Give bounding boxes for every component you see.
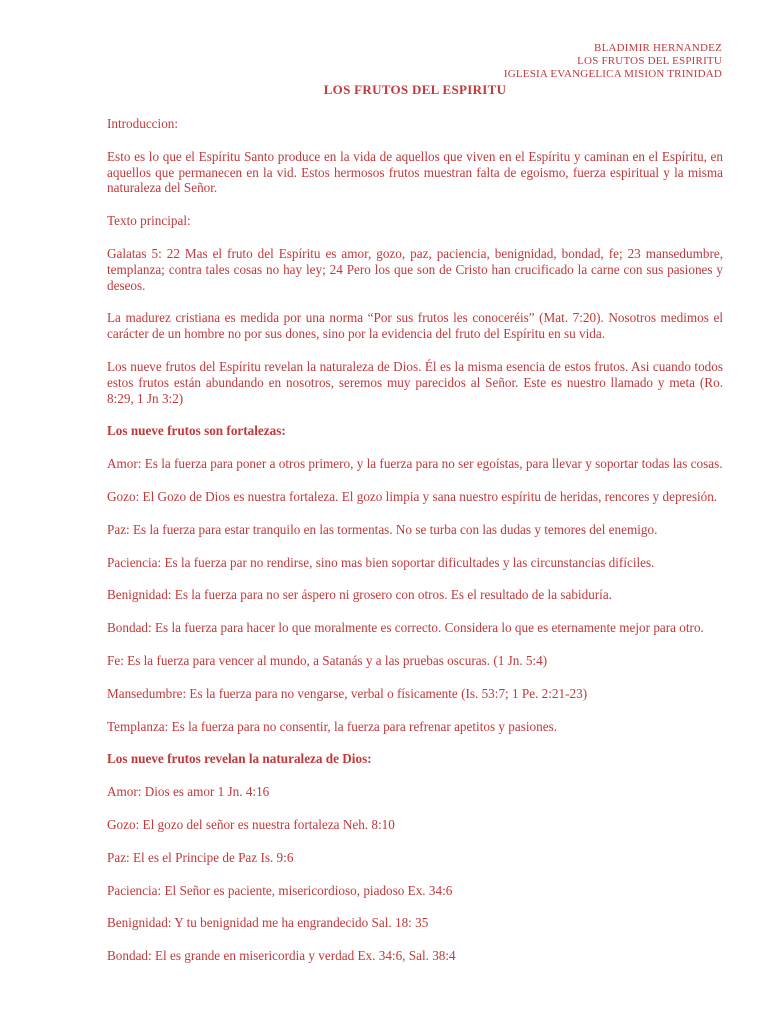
strength-paciencia: Paciencia: Es la fuerza par no rendirse, sino mas bien soportar dificultades y las circunstancias difíciles. — [107, 554, 655, 570]
intro-paragraph: Esto es lo que el Espíritu Santo produce en la vida de aquellos que viven en el Espíritu y caminan en el Espíritu, en aquellos que permanecen en la vid. Estos hermosos frutos muestran falta de egoismo, fuerza espiritual y la misma naturaleza del Señor. — [107, 148, 723, 196]
header-author: BLADIMIR HERNANDEZ — [594, 42, 722, 54]
section-heading-strengths: Los nueve frutos son fortalezas: — [107, 423, 286, 439]
document-header — [504, 42, 722, 81]
strength-mansedumbre: Mansedumbre: Es la fuerza para no vengarse, verbal o físicamente (Is. 53:7; 1 Pe. 2:21-23) — [107, 685, 588, 701]
nature-benignidad: Benignidad: Y tu benignidad me ha engrandecido Sal. 18: 35 — [107, 915, 429, 931]
strength-fe: Fe: Es la fuerza para vencer al mundo, a Satanás y a las pruebas oscuras. (1 Jn. 5:4) — [107, 652, 548, 668]
nature-bondad: Bondad: El es grande en misericordia y verdad Ex. 34:6, Sal. 38:4 — [107, 948, 456, 964]
maturity-paragraph: La madurez cristiana es medida por una norma “Por sus frutos les conoceréis” (Mat. 7:20). Nosotros medimos el carácter de un hombre no por sus dones, sino por la evidencia del fruto del Espíritu en su vida. — [107, 310, 723, 342]
section-heading-nature: Los nueve frutos revelan la naturaleza de Dios: — [107, 751, 372, 767]
document-title: LOS FRUTOS DEL ESPIRITU — [323, 82, 507, 97]
nature-paz: Paz: El es el Principe de Paz Is. 9:6 — [107, 849, 294, 865]
nature-paragraph: Los nueve frutos del Espíritu revelan la naturaleza de Dios. Él es la misma esencia de estos frutos. Asi cuando todos estos frutos están abundando en nosotros, seremos muy parecidos al Señor. Este es nuestro llamado y meta (Ro. 8:29, 1 Jn 3:2) — [107, 358, 723, 406]
nature-amor: Amor: Dios es amor 1 Jn. 4:16 — [107, 784, 270, 800]
strength-templanza: Templanza: Es la fuerza para no consentir, la fuerza para refrenar apetitos y pasiones. — [107, 718, 557, 734]
main-text-heading: Texto principal: — [107, 213, 191, 229]
strength-amor: Amor: Es la fuerza para poner a otros primero, y la fuerza para no ser egoístas, para llevar y soportar todas las cosas. — [107, 456, 723, 472]
strength-paz: Paz: Es la fuerza para estar tranquilo en las tormentas. No se turba con las dudas y temores del enemigo. — [107, 521, 658, 537]
strength-gozo: Gozo: El Gozo de Dios es nuestra fortaleza. El gozo limpia y sana nuestro espíritu de heridas, rencores y depresión. — [107, 488, 718, 504]
nature-paciencia: Paciencia: El Señor es paciente, misericordioso, piadoso Ex. 34:6 — [107, 882, 453, 898]
strength-bondad: Bondad: Es la fuerza para hacer lo que moralmente es correcto. Considera lo que es eternamente mejor para otro. — [107, 620, 704, 636]
header-church: IGLESIA EVANGELICA MISION TRINIDAD — [503, 68, 722, 80]
header-subject: LOS FRUTOS DEL ESPIRITU — [577, 55, 722, 67]
nature-gozo: Gozo: El gozo del señor es nuestra fortaleza Neh. 8:10 — [107, 816, 395, 832]
strength-benignidad: Benignidad: Es la fuerza para no ser áspero ni grosero con otros. Es el resultado de la sabiduría. — [107, 587, 612, 603]
document-body — [107, 116, 723, 981]
scripture-paragraph: Galatas 5: 22 Mas el fruto del Espíritu es amor, gozo, paz, paciencia, benignidad, bondad, fe; 23 mansedumbre, templanza; contra tales cosas no hay ley; 24 Pero los que son de Cristo han crucificado la carne con sus pasiones y deseos. — [107, 245, 723, 293]
intro-heading: Introduccion: — [107, 116, 179, 131]
